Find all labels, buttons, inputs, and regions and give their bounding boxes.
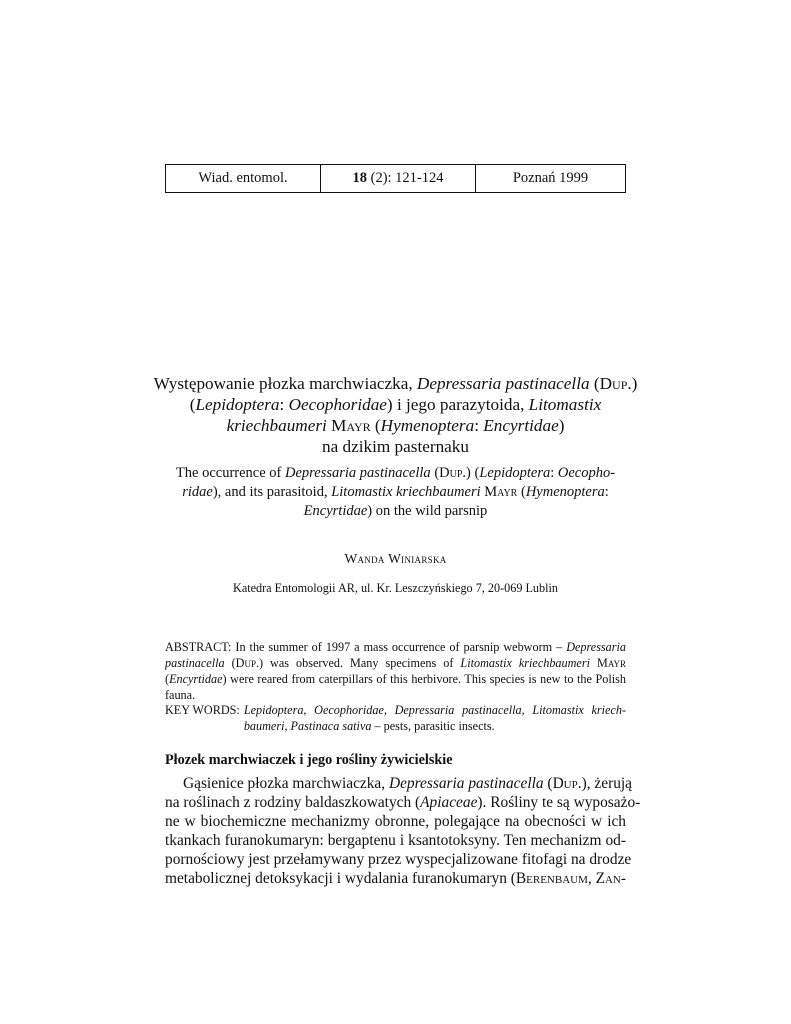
section-heading: Płozek marchwiaczek i jego rośliny żywicielskie: [165, 752, 453, 768]
abstract: ABSTRACT: In the summer of 1997 a mass occurrence of parsnip webworm – Depressaria pastinacella (Dup.) was observed. Many specimens of Litomastix kriechbaumeri Mayr (Encyrtidae) were reared from caterpillars of this herbivore. This species is new to the Polish fauna.: [165, 640, 626, 702]
place-year: Poznań 1999: [512, 170, 589, 186]
title-line-1: Występowanie płozka marchwiaczka, Depressaria pastinacella (Dup.): [153, 374, 638, 393]
title-line-4: na dzikim pasternaku: [321, 437, 469, 456]
keywords-label: KEY WORDS:: [165, 703, 240, 717]
journal-header-box: [165, 164, 626, 193]
affiliation: Katedra Entomologii AR, ul. Kr. Leszczyńskiego 7, 20-069 Lublin: [233, 581, 558, 595]
title-english: [165, 464, 626, 521]
body-text: [165, 774, 641, 888]
body-line-1: Gąsienice płozka marchwiaczka, Depressaria pastinacella (Dup.), żerują: [183, 775, 633, 792]
subtitle-line-2: ridae), and its parasitoid, Litomastix kriechbaumeri Mayr (Hymenoptera:: [182, 484, 609, 500]
body-line-6: metabolicznej detoksykacji i wydalania furanokumaryn (Berenbaum, Zan-: [165, 870, 626, 887]
title-line-3: kriechbaumeri Mayr (Hymenoptera: Encyrtidae): [226, 416, 565, 435]
keywords: [165, 702, 626, 734]
volume-number: 18: [352, 170, 367, 186]
journal-name: Wiad. entomol.: [166, 165, 321, 192]
subtitle-line-1: The occurrence of Depressaria pastinacella (Dup.) (Lepidoptera: Oecopho-: [175, 465, 616, 481]
issue-pages: (2): 121-124: [370, 170, 444, 186]
keywords-list: Lepidoptera, Oecophoridae, Depressaria pastinacella, Litomastix kriech-baumeri, Pastinaca sativa – pests, parasitic insects.: [243, 703, 626, 733]
title-line-2: (Lepidoptera: Oecophoridae) i jego parazytoida, Litomastix: [189, 395, 602, 414]
author-name: Wanda Winiarska: [344, 551, 447, 566]
body-line-3: ne w biochemiczne mechanizmy obronne, polegające na obecności w ich: [165, 813, 626, 830]
title-polish: [150, 373, 641, 457]
body-line-4: tkankach furanokumaryn: bergaptenu i ksantotoksyny. Ten mechanizm od-: [165, 832, 626, 849]
body-line-5: pornościowy jest przełamywany przez wyspecjalizowane fitofagi na drodze: [165, 851, 632, 868]
subtitle-line-3: Encyrtidae) on the wild parsnip: [303, 503, 488, 519]
body-line-2: na roślinach z rodziny baldaszkowatych (Apiaceae). Rośliny te są wyposażo-: [165, 794, 641, 811]
volume-issue-pages: [321, 165, 476, 192]
